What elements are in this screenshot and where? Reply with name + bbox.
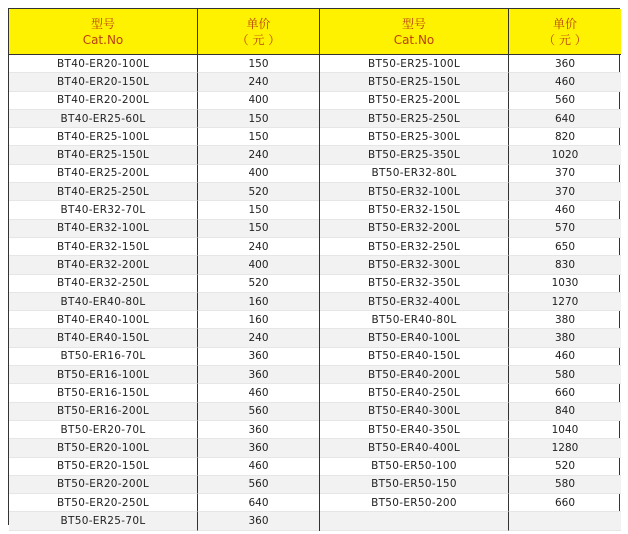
table-cell-model: BT40-ER25-60L (9, 110, 197, 128)
price-header-unit: （ 元 ） (236, 32, 281, 47)
table-cell-price: 380 (508, 311, 621, 329)
table-cell-model: BT50-ER25-200L (320, 92, 508, 110)
table-cell-price: 840 (508, 403, 621, 421)
table-cell-model: BT40-ER40-150L (9, 329, 197, 347)
table-cell-model (320, 512, 508, 530)
price-header-cn: 单价 (552, 16, 577, 31)
table-cell-price: 240 (197, 238, 319, 256)
table-cell-price: 1280 (508, 439, 621, 457)
price-header-cn: 单价 (246, 16, 271, 31)
table-cell-price: 580 (508, 366, 621, 384)
table-cell-model: BT50-ER50-100 (320, 458, 508, 476)
table-cell-price: 820 (508, 128, 621, 146)
table-cell-price: 640 (197, 494, 319, 512)
table-cell-price: 1270 (508, 293, 621, 311)
table-cell-model: BT40-ER32-70L (9, 201, 197, 219)
table-cell-model: BT50-ER40-300L (320, 403, 508, 421)
table-cell-price: 580 (508, 476, 621, 494)
table-cell-model: BT50-ER32-80L (320, 165, 508, 183)
table-cell-price: 240 (197, 73, 319, 91)
left-price-column (197, 9, 319, 531)
table-cell-price: 560 (508, 92, 621, 110)
table-cell-price: 520 (197, 183, 319, 201)
table-cell-price: 360 (197, 366, 319, 384)
table-cell-model: BT50-ER16-150L (9, 384, 197, 402)
table-cell-price: 240 (197, 146, 319, 164)
table-cell-price: 660 (508, 494, 621, 512)
table-cell-model: BT40-ER32-150L (9, 238, 197, 256)
table-cell-model: BT50-ER32-150L (320, 201, 508, 219)
table-cell-model: BT40-ER32-100L (9, 220, 197, 238)
table-cell-price: 400 (197, 165, 319, 183)
table-cell-price: 570 (508, 220, 621, 238)
table-cell-model: BT50-ER25-100L (320, 55, 508, 73)
table-cell-price: 830 (508, 256, 621, 274)
table-cell-price: 160 (197, 311, 319, 329)
table-cell-model: BT40-ER25-200L (9, 165, 197, 183)
table-cell-price: 460 (197, 458, 319, 476)
right-price-header (508, 9, 621, 55)
table-cell-model: BT50-ER32-300L (320, 256, 508, 274)
table-cell-price: 400 (197, 92, 319, 110)
table-cell-model: BT40-ER32-250L (9, 275, 197, 293)
table-cell-model: BT50-ER50-150 (320, 476, 508, 494)
table-cell-price: 460 (508, 73, 621, 91)
right-model-header (320, 9, 508, 55)
table-cell-price: 560 (197, 403, 319, 421)
left-price-header (197, 9, 319, 55)
table-cell-price: 150 (197, 128, 319, 146)
price-table (8, 8, 620, 528)
table-cell-model: BT50-ER16-70L (9, 348, 197, 366)
table-cell-price: 640 (508, 110, 621, 128)
table-cell-model: BT40-ER32-200L (9, 256, 197, 274)
table-cell-model: BT40-ER25-250L (9, 183, 197, 201)
table-cell-price: 1040 (508, 421, 621, 439)
table-cell-model: BT50-ER40-200L (320, 366, 508, 384)
table-cell-model: BT50-ER40-350L (320, 421, 508, 439)
table-cell-model: BT50-ER32-200L (320, 220, 508, 238)
table-cell-model: BT50-ER20-70L (9, 421, 197, 439)
table-cell-price: 380 (508, 329, 621, 347)
table-cell-price: 520 (197, 275, 319, 293)
table-cell-model: BT50-ER40-400L (320, 439, 508, 457)
table-cell-model: BT40-ER40-100L (9, 311, 197, 329)
table-cell-model: BT50-ER32-250L (320, 238, 508, 256)
table-cell-model: BT40-ER40-80L (9, 293, 197, 311)
table-cell-model: BT50-ER40-80L (320, 311, 508, 329)
table-cell-model: BT40-ER25-150L (9, 146, 197, 164)
table-cell-model: BT50-ER20-200L (9, 476, 197, 494)
table-cell-price: 460 (508, 348, 621, 366)
table-cell-price: 360 (197, 421, 319, 439)
table-cell-model: BT50-ER25-70L (9, 512, 197, 530)
table-cell-model: BT50-ER16-100L (9, 366, 197, 384)
table-cell-price: 360 (197, 439, 319, 457)
table-cell-model: BT50-ER20-150L (9, 458, 197, 476)
table-cell-price: 150 (197, 220, 319, 238)
table-cell-model: BT50-ER25-150L (320, 73, 508, 91)
table-cell-price: 400 (197, 256, 319, 274)
table-cell-model: BT40-ER20-150L (9, 73, 197, 91)
table-cell-price: 160 (197, 293, 319, 311)
table-cell-price: 370 (508, 183, 621, 201)
table-cell-price: 460 (197, 384, 319, 402)
table-cell-price: 360 (197, 512, 319, 530)
model-header-cn: 型号 (90, 16, 115, 31)
table-cell-price (508, 512, 621, 530)
right-model-column (320, 9, 508, 531)
table-cell-price: 460 (508, 201, 621, 219)
model-header-en: Cat.No (82, 32, 124, 47)
table-cell-price: 240 (197, 329, 319, 347)
table-cell-model: BT40-ER25-100L (9, 128, 197, 146)
table-cell-model: BT50-ER16-200L (9, 403, 197, 421)
table-cell-price: 150 (197, 201, 319, 219)
table-cell-price: 660 (508, 384, 621, 402)
table-cell-model: BT40-ER20-200L (9, 92, 197, 110)
table-cell-model: BT50-ER25-350L (320, 146, 508, 164)
table-cell-price: 150 (197, 110, 319, 128)
table-cell-model: BT50-ER32-400L (320, 293, 508, 311)
table-cell-price: 360 (508, 55, 621, 73)
table-cell-price: 360 (197, 348, 319, 366)
table-cell-model: BT40-ER20-100L (9, 55, 197, 73)
model-header-cn: 型号 (401, 16, 426, 31)
table-cell-price: 150 (197, 55, 319, 73)
table-cell-model: BT50-ER40-100L (320, 329, 508, 347)
table-cell-price: 650 (508, 238, 621, 256)
right-price-column (508, 9, 621, 531)
table-cell-model: BT50-ER25-300L (320, 128, 508, 146)
table-cell-price: 370 (508, 165, 621, 183)
left-model-header (9, 9, 197, 55)
table-cell-model: BT50-ER32-350L (320, 275, 508, 293)
price-header-unit: （ 元 ） (543, 32, 587, 47)
model-header-en: Cat.No (393, 32, 435, 47)
left-model-column (9, 9, 197, 531)
table-cell-price: 520 (508, 458, 621, 476)
table-cell-price: 1030 (508, 275, 621, 293)
table-cell-model: BT50-ER20-250L (9, 494, 197, 512)
table-cell-price: 1020 (508, 146, 621, 164)
table-cell-model: BT50-ER50-200 (320, 494, 508, 512)
table-cell-model: BT50-ER40-150L (320, 348, 508, 366)
table-cell-model: BT50-ER40-250L (320, 384, 508, 402)
table-cell-model: BT50-ER25-250L (320, 110, 508, 128)
table-cell-price: 560 (197, 476, 319, 494)
table-cell-model: BT50-ER20-100L (9, 439, 197, 457)
table-cell-model: BT50-ER32-100L (320, 183, 508, 201)
